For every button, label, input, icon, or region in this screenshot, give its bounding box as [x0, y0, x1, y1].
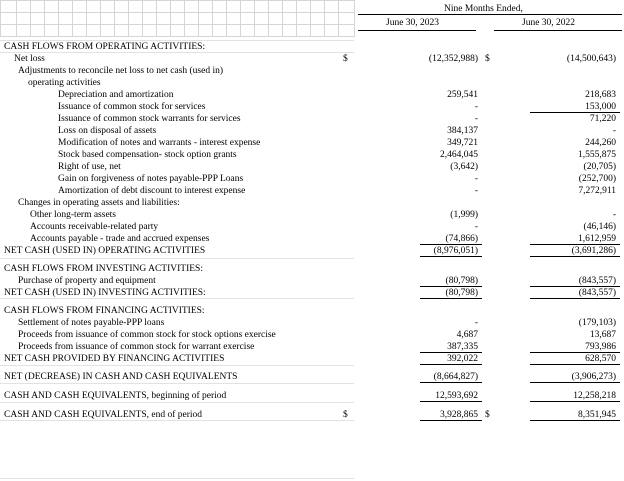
currency-symbol-2022: $ [485, 54, 490, 64]
statement-row [0, 137, 624, 149]
total-underline [530, 364, 620, 365]
value-2023: 3,928,865 [440, 410, 478, 420]
grid-line [184, 0, 185, 37]
value-2022: (179,103) [578, 318, 616, 328]
grid-line [296, 0, 297, 37]
row-label: Purchase of property and equipment [18, 276, 156, 286]
grid-line [310, 0, 311, 37]
grid-line [324, 0, 325, 37]
column-header-2023: June 30, 2023 [386, 18, 440, 28]
statement-row [0, 305, 624, 317]
total-underline [420, 256, 482, 257]
section-rule [0, 298, 354, 299]
total-underline [420, 298, 482, 299]
row-label: Net loss [14, 54, 45, 64]
value-2023: 392,022 [447, 354, 478, 364]
value-2023: 2,464,045 [440, 150, 478, 160]
total-underline [420, 364, 482, 365]
column-header-2022: June 30, 2022 [522, 18, 576, 28]
value-2022: 71,220 [589, 114, 616, 124]
value-2023: (80,798) [445, 276, 478, 286]
row-label: NET CASH PROVIDED BY FINANCING ACTIVITIES [4, 354, 225, 364]
value-2022: 244,260 [585, 138, 616, 148]
statement-row [0, 125, 624, 137]
statement-row [0, 275, 624, 287]
statement-row [0, 77, 624, 89]
row-label: Settlement of notes payable-PPP loans [18, 318, 165, 328]
value-2022: - [612, 210, 616, 220]
statement-row [0, 113, 624, 125]
section-rule [0, 365, 354, 366]
statement-row [0, 233, 624, 245]
row-label: Proceeds from issuance of common stock for stock options exercise [18, 330, 276, 340]
currency-symbol-2022: $ [485, 410, 490, 420]
grid-line [0, 36, 354, 37]
statement-row [0, 245, 624, 257]
statement-row [0, 317, 624, 329]
grid-line [16, 0, 17, 37]
row-label: Loss on disposal of assets [58, 126, 157, 136]
value-2022: (843,557) [578, 288, 616, 298]
total-underline [530, 382, 620, 383]
statement-row [0, 341, 624, 353]
row-label: Stock based compensation- stock option grants [58, 150, 237, 160]
grid-line [44, 0, 45, 37]
value-2022: 153,000 [585, 102, 616, 112]
grid-line [170, 0, 171, 37]
section-rule [0, 258, 354, 259]
statement-row [0, 353, 624, 365]
value-2023: - [474, 174, 478, 184]
value-2023: (74,866) [445, 234, 478, 244]
grid-line [0, 24, 354, 25]
value-2022: - [612, 126, 616, 136]
total-underline [420, 420, 482, 421]
grid-line [100, 0, 101, 37]
row-label: CASH FLOWS FROM FINANCING ACTIVITIES: [4, 306, 205, 316]
row-label: Changes in operating assets and liabilities: [18, 198, 180, 208]
grid-line [128, 0, 129, 37]
section-rule [0, 52, 354, 53]
row-label: Right of use, net [58, 162, 121, 172]
section-rule [0, 40, 354, 41]
value-2023: (1,999) [450, 210, 478, 220]
row-label: CASH AND CASH EQUIVALENTS, beginning of period [4, 391, 227, 401]
statement-row [0, 263, 624, 275]
value-2022: (252,700) [578, 174, 616, 184]
value-2022: 793,986 [585, 342, 616, 352]
grid-line [212, 0, 213, 37]
value-2022: 13,687 [589, 330, 616, 340]
statement-row [0, 173, 624, 185]
value-2023: (80,798) [445, 288, 478, 298]
statement-row [0, 101, 624, 113]
value-2022: (3,691,286) [571, 246, 616, 256]
row-label: CASH AND CASH EQUIVALENTS, end of period [4, 410, 203, 420]
row-label: Adjustments to reconcile net loss to net cash (used in) [18, 66, 223, 76]
grid-line [226, 0, 227, 37]
statement-row [0, 65, 624, 77]
currency-symbol-2023: $ [343, 54, 348, 64]
row-label: CASH FLOWS FROM INVESTING ACTIVITIES: [4, 264, 203, 274]
value-2022: 628,570 [585, 354, 616, 364]
total-underline [530, 420, 620, 421]
value-2022: 7,272,911 [578, 186, 616, 196]
value-2022: (20,705) [583, 162, 616, 172]
grid-line [338, 0, 339, 37]
row-label: CASH FLOWS FROM OPERATING ACTIVITIES: [4, 42, 206, 52]
total-underline [420, 382, 482, 383]
grid-line [0, 12, 354, 13]
value-2023: - [474, 222, 478, 232]
grid-line [72, 0, 73, 37]
grid-line [240, 0, 241, 37]
value-2023: (12,352,988) [428, 54, 478, 64]
value-2023: 4,687 [456, 330, 478, 340]
row-label: Amortization of debt discount to interest expense [58, 186, 246, 196]
value-2023: - [474, 102, 478, 112]
value-2022: 8,351,945 [578, 410, 616, 420]
statement-row [0, 89, 624, 101]
value-2023: (8,664,827) [433, 372, 478, 382]
value-2022: 218,683 [585, 90, 616, 100]
row-label: Issuance of common stock warrants for services [58, 114, 241, 124]
row-label: NET (DECREASE) IN CASH AND CASH EQUIVALENTS [4, 372, 238, 382]
value-2022: 12,258,218 [573, 391, 616, 401]
total-underline [420, 401, 482, 402]
value-2022: 1,555,875 [578, 150, 616, 160]
value-2022: (843,557) [578, 276, 616, 286]
value-2023: 12,593,692 [435, 391, 478, 401]
period-underline [358, 14, 622, 15]
value-2023: - [474, 318, 478, 328]
grid-line [0, 0, 1, 37]
value-2023: - [474, 114, 478, 124]
statement-row [0, 149, 624, 161]
section-rule [0, 402, 354, 403]
row-label: Accounts payable - trade and accrued expenses [30, 234, 210, 244]
currency-symbol-2023: $ [343, 410, 348, 420]
row-label: NET CASH (USED IN) OPERATING ACTIVITIES [4, 246, 206, 256]
row-label: Proceeds from issuance of common stock for warrant exercise [18, 342, 255, 352]
grid-line [354, 0, 355, 37]
statement-row [0, 53, 624, 65]
row-label: Other long-term assets [30, 210, 117, 220]
row-label: Depreciation and amortization [58, 90, 174, 100]
statement-row [0, 329, 624, 341]
grid-line [198, 0, 199, 37]
value-2023: 387,335 [447, 342, 478, 352]
grid-line [142, 0, 143, 37]
value-2022: (14,500,643) [566, 54, 616, 64]
value-2022: 1,612,959 [578, 234, 616, 244]
total-underline [530, 256, 620, 257]
value-2023: 259,541 [447, 90, 478, 100]
value-2022: (46,146) [583, 222, 616, 232]
statement-row [0, 371, 624, 383]
row-label: NET CASH (USED IN) INVESTING ACTIVITIES: [4, 288, 206, 298]
row-label: Issuance of common stock for services [58, 102, 206, 112]
statement-row [0, 185, 624, 197]
grid-line [86, 0, 87, 37]
value-2023: 384,137 [447, 126, 478, 136]
row-label: Gain on forgiveness of notes payable-PPP Loans [58, 174, 244, 184]
statement-row [0, 221, 624, 233]
grid-line [254, 0, 255, 37]
grid-line [114, 0, 115, 37]
col-2023-underline [358, 30, 476, 31]
value-2022: (3,906,273) [571, 372, 616, 382]
total-underline [530, 401, 620, 402]
value-2023: (3,642) [450, 162, 478, 172]
value-2023: (8,976,051) [433, 246, 478, 256]
statement-row [0, 161, 624, 173]
statement-row [0, 390, 624, 402]
section-rule [0, 420, 354, 421]
grid-line [268, 0, 269, 37]
row-label: Accounts receivable-related party [30, 222, 159, 232]
value-2023: - [474, 186, 478, 196]
col-2022-underline [494, 30, 622, 31]
statement-row [0, 209, 624, 221]
statement-row [0, 197, 624, 209]
row-label: operating activities [28, 78, 101, 88]
grid-line [0, 0, 354, 1]
value-2023: 349,721 [447, 138, 478, 148]
period-header: Nine Months Ended, [444, 4, 523, 14]
row-label: Modification of notes and warrants - interest expense [58, 138, 261, 148]
grid-line [30, 0, 31, 37]
grid-line [58, 0, 59, 37]
total-underline [530, 298, 620, 299]
grid-line [282, 0, 283, 37]
section-rule [0, 383, 354, 384]
grid-line [156, 0, 157, 37]
section-rule [0, 478, 354, 479]
